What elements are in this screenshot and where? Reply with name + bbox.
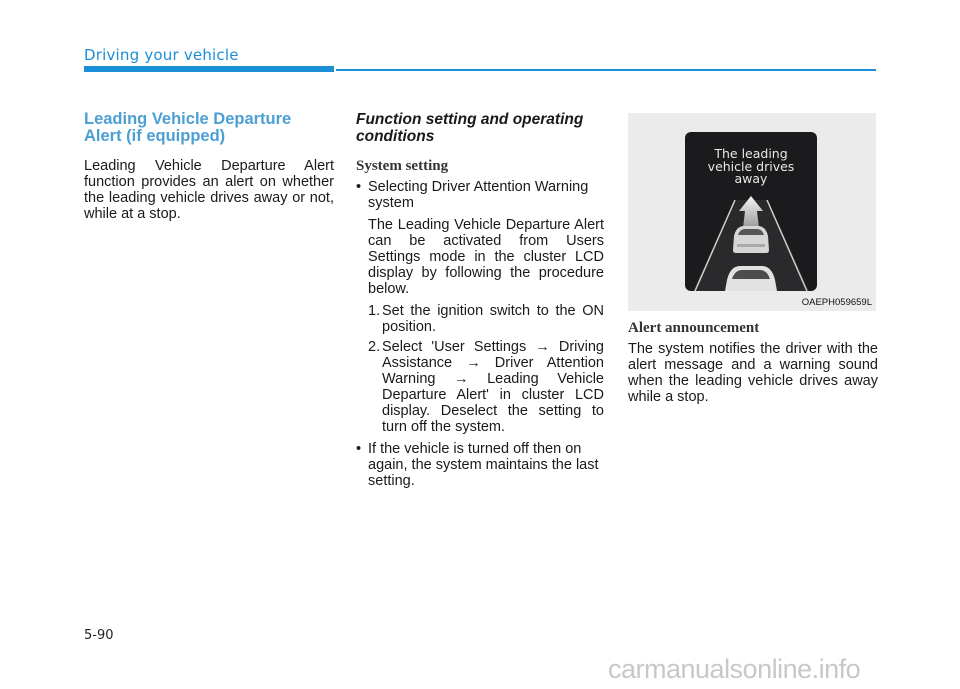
header-rule-thick [84,66,334,72]
activation-paragraph: The Leading Vehicle Departure Alert can be activated from Users Settings mode in the cluster LCD display by following the procedure below. [368,217,604,297]
intro-paragraph: Leading Vehicle Departure Alert function provides an alert on whether the leading vehicle drives away or not, while at a stop. [84,158,334,222]
procedure-steps [368,303,604,435]
column-middle [356,111,604,495]
page-number: 5-90 [84,628,114,643]
setting-bullets [356,179,604,489]
header-rule-thin [336,69,876,71]
section-title: Leading Vehicle Departure Alert (if equipped) [84,110,292,145]
column-right [628,113,878,405]
list-item: 1. Set the ignition switch to the ON position. [368,303,604,335]
system-setting-subheading: System setting [356,158,449,174]
leading-car-icon [733,226,769,253]
list-item: • If the vehicle is turned off then on again, the system maintains the last setting. [356,441,604,489]
list-item: • Selecting Driver Attention Warning system The Leading Vehicle Departure Alert can be activated from Users Settings mode in the cluster LCD display by following the procedure below. 1. Set the ignition switch to the ON position. 2. Select 'User Settings → Driving Assistance → Driver Attention Warning → Leading Vehicle Departure Alert' in cluster LCD display. Deselect the setting to turn off the system. [356,179,604,435]
column-left [84,111,334,222]
alert-paragraph: The system notifies the driver with the alert message and a warning sound when the leading vehicle drives away while a stop. [628,341,878,405]
list-item: 2. Select 'User Settings → Driving Assistance → Driver Attention Warning → Leading Vehicle Departure Alert' in cluster LCD display. Deselect the setting to turn off the system. [368,339,604,435]
alert-announcement-subheading: Alert announcement [628,320,760,336]
own-car-icon [725,266,777,291]
watermark-text: carmanualsonline.info [608,654,861,684]
section-header-title: Driving your vehicle [84,46,239,64]
screen-message: The leading vehicle drives away [707,146,795,186]
lcd-screen [685,132,817,291]
cluster-display-illustration [628,113,876,311]
function-setting-heading: Function setting and operating conditions [356,111,584,145]
figure-code: OAEPH059659L [801,297,872,308]
